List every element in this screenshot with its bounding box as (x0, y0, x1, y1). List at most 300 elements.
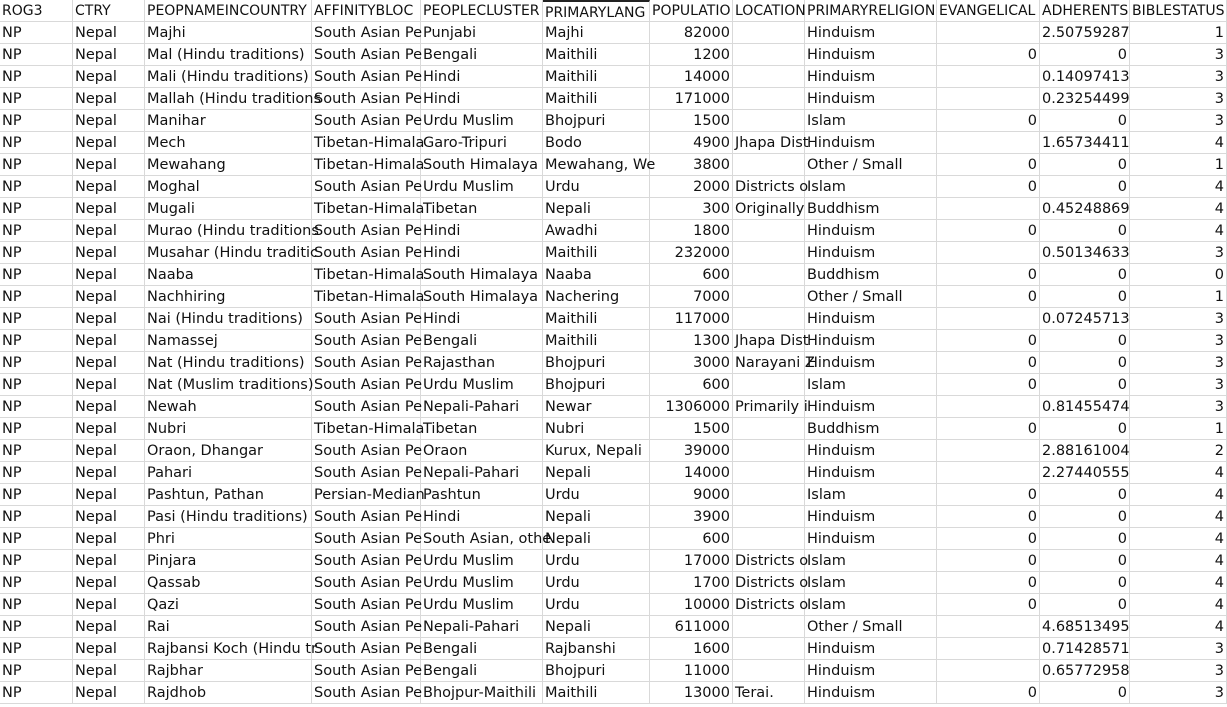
table-cell[interactable]: Qassab (145, 572, 312, 594)
table-cell[interactable]: 0 (937, 44, 1040, 66)
table-cell[interactable]: 14000 (650, 462, 733, 484)
table-cell[interactable]: 4 (1130, 132, 1227, 154)
table-cell[interactable]: 0 (937, 682, 1040, 704)
table-cell[interactable]: South Asian Pe (312, 682, 421, 704)
table-cell[interactable]: NP (0, 132, 73, 154)
table-cell[interactable]: Maithili (543, 88, 650, 110)
table-cell[interactable]: South Asian Pe (312, 506, 421, 528)
table-cell[interactable]: Hinduism (805, 396, 937, 418)
table-cell[interactable]: 2.27440555 (1040, 462, 1130, 484)
table-cell[interactable]: Buddhism (805, 198, 937, 220)
table-cell[interactable]: 1 (1130, 286, 1227, 308)
table-cell[interactable]: 1 (1130, 22, 1227, 44)
table-cell[interactable]: Bhojpuri (543, 110, 650, 132)
column-header[interactable]: ADHERENTS (1040, 0, 1130, 22)
table-cell[interactable]: Nepal (73, 220, 145, 242)
table-cell[interactable]: Nepal (73, 682, 145, 704)
table-cell[interactable]: 3 (1130, 396, 1227, 418)
table-cell[interactable]: 3 (1130, 330, 1227, 352)
table-cell[interactable]: NP (0, 352, 73, 374)
table-cell[interactable]: 17000 (650, 550, 733, 572)
table-cell[interactable]: Mewahang, We (543, 154, 650, 176)
table-cell[interactable]: 0 (1040, 506, 1130, 528)
table-cell[interactable]: Hinduism (805, 440, 937, 462)
table-cell[interactable]: Mali (Hindu traditions) (145, 66, 312, 88)
table-cell[interactable]: 1.65734411 (1040, 132, 1130, 154)
table-cell[interactable]: Other / Small (805, 286, 937, 308)
table-cell[interactable]: 0 (1040, 154, 1130, 176)
table-cell[interactable]: 9000 (650, 484, 733, 506)
table-cell[interactable]: Nepal (73, 242, 145, 264)
table-cell[interactable]: 0 (937, 154, 1040, 176)
table-cell[interactable]: Newah (145, 396, 312, 418)
table-cell[interactable]: Rai (145, 616, 312, 638)
table-cell[interactable]: 39000 (650, 440, 733, 462)
table-cell[interactable]: Buddhism (805, 264, 937, 286)
table-cell[interactable]: Bengali (421, 660, 543, 682)
table-cell[interactable]: NP (0, 198, 73, 220)
table-cell[interactable]: Bhojpuri (543, 352, 650, 374)
table-cell[interactable]: South Asian Pe (312, 550, 421, 572)
table-cell[interactable]: Hinduism (805, 22, 937, 44)
table-cell[interactable]: NP (0, 638, 73, 660)
table-cell[interactable]: 0 (937, 484, 1040, 506)
table-cell[interactable]: Urdu (543, 594, 650, 616)
table-cell[interactable] (937, 308, 1040, 330)
table-cell[interactable]: Hinduism (805, 638, 937, 660)
table-cell[interactable]: 13000 (650, 682, 733, 704)
table-cell[interactable] (733, 264, 805, 286)
table-cell[interactable]: NP (0, 44, 73, 66)
table-cell[interactable]: Bhojpuri (543, 374, 650, 396)
table-cell[interactable]: 3000 (650, 352, 733, 374)
table-cell[interactable]: 4 (1130, 616, 1227, 638)
table-cell[interactable] (937, 66, 1040, 88)
table-cell[interactable]: 0 (937, 330, 1040, 352)
table-cell[interactable]: NP (0, 154, 73, 176)
table-cell[interactable]: 0.14097413 (1040, 66, 1130, 88)
table-cell[interactable]: South Asian Pe (312, 660, 421, 682)
table-cell[interactable]: Tibetan-Himala (312, 198, 421, 220)
table-cell[interactable]: Nepal (73, 484, 145, 506)
table-cell[interactable]: South Asian Pe (312, 528, 421, 550)
table-cell[interactable]: 1 (1130, 418, 1227, 440)
table-cell[interactable] (937, 242, 1040, 264)
table-cell[interactable]: Nat (Muslim traditions) (145, 374, 312, 396)
table-cell[interactable] (937, 132, 1040, 154)
table-cell[interactable]: 600 (650, 374, 733, 396)
table-cell[interactable]: South Asian Pe (312, 88, 421, 110)
table-cell[interactable]: Naaba (543, 264, 650, 286)
table-cell[interactable]: 0.07245713 (1040, 308, 1130, 330)
table-cell[interactable]: 611000 (650, 616, 733, 638)
table-cell[interactable]: Nepal (73, 154, 145, 176)
table-cell[interactable]: South Asian Pe (312, 396, 421, 418)
table-cell[interactable]: 1306000 (650, 396, 733, 418)
table-cell[interactable]: Persian-Median (312, 484, 421, 506)
table-cell[interactable]: 232000 (650, 242, 733, 264)
table-cell[interactable]: Tibetan (421, 418, 543, 440)
table-cell[interactable]: Narayani Z (733, 352, 805, 374)
table-cell[interactable]: NP (0, 286, 73, 308)
table-cell[interactable] (733, 528, 805, 550)
table-cell[interactable]: 0 (1040, 484, 1130, 506)
table-cell[interactable]: Urdu (543, 550, 650, 572)
table-cell[interactable]: 1 (1130, 154, 1227, 176)
table-cell[interactable]: Primarily i (733, 396, 805, 418)
table-cell[interactable]: Nepali (543, 506, 650, 528)
table-cell[interactable]: Nepal (73, 374, 145, 396)
table-cell[interactable]: Kurux, Nepali (543, 440, 650, 462)
table-cell[interactable]: 0.45248869 (1040, 198, 1130, 220)
table-cell[interactable]: 4 (1130, 198, 1227, 220)
table-cell[interactable]: Tibetan-Himala (312, 286, 421, 308)
table-cell[interactable] (733, 154, 805, 176)
table-cell[interactable]: 0 (937, 594, 1040, 616)
table-cell[interactable]: Moghal (145, 176, 312, 198)
table-cell[interactable]: 0 (1040, 220, 1130, 242)
table-cell[interactable]: Nachering (543, 286, 650, 308)
table-cell[interactable]: Nai (Hindu traditions) (145, 308, 312, 330)
table-cell[interactable]: Nepal (73, 572, 145, 594)
table-cell[interactable]: Nepali (543, 198, 650, 220)
table-cell[interactable]: Nepali (543, 462, 650, 484)
table-cell[interactable]: Jhapa Dist (733, 132, 805, 154)
table-cell[interactable]: South Asian Pe (312, 220, 421, 242)
table-cell[interactable]: Tibetan-Himala (312, 154, 421, 176)
table-cell[interactable]: 3 (1130, 44, 1227, 66)
table-cell[interactable]: Manihar (145, 110, 312, 132)
table-cell[interactable] (733, 462, 805, 484)
table-cell[interactable]: Nepal (73, 132, 145, 154)
table-cell[interactable]: 3 (1130, 308, 1227, 330)
table-cell[interactable]: Hinduism (805, 88, 937, 110)
table-cell[interactable]: Pashtun, Pathan (145, 484, 312, 506)
table-cell[interactable]: 2.88161004 (1040, 440, 1130, 462)
table-cell[interactable]: 4.68513495 (1040, 616, 1130, 638)
table-cell[interactable]: 1200 (650, 44, 733, 66)
table-cell[interactable]: South Asian Pe (312, 242, 421, 264)
table-cell[interactable]: Awadhi (543, 220, 650, 242)
table-cell[interactable]: South Asian Pe (312, 66, 421, 88)
column-header[interactable]: EVANGELICAL (937, 0, 1040, 22)
table-cell[interactable]: NP (0, 440, 73, 462)
table-cell[interactable]: Hindi (421, 506, 543, 528)
table-cell[interactable]: Hinduism (805, 44, 937, 66)
table-cell[interactable]: South Asian Pe (312, 462, 421, 484)
table-cell[interactable]: Hinduism (805, 242, 937, 264)
table-cell[interactable]: Mugali (145, 198, 312, 220)
table-cell[interactable]: Garo-Tripuri (421, 132, 543, 154)
table-cell[interactable]: Other / Small (805, 154, 937, 176)
table-cell[interactable]: Hindi (421, 220, 543, 242)
table-cell[interactable]: 0 (1040, 374, 1130, 396)
table-cell[interactable]: NP (0, 264, 73, 286)
table-cell[interactable]: Phri (145, 528, 312, 550)
table-cell[interactable]: Terai. (733, 682, 805, 704)
table-cell[interactable] (733, 66, 805, 88)
table-cell[interactable] (937, 638, 1040, 660)
table-cell[interactable]: Bhojpuri (543, 660, 650, 682)
table-cell[interactable]: Bodo (543, 132, 650, 154)
table-cell[interactable] (733, 88, 805, 110)
table-cell[interactable]: Nepal (73, 352, 145, 374)
table-cell[interactable]: 0 (1040, 594, 1130, 616)
table-cell[interactable]: Districts o (733, 594, 805, 616)
table-cell[interactable] (733, 308, 805, 330)
table-cell[interactable]: 0.81455474 (1040, 396, 1130, 418)
table-cell[interactable]: 4 (1130, 220, 1227, 242)
table-cell[interactable]: Originally (733, 198, 805, 220)
table-cell[interactable]: 4 (1130, 550, 1227, 572)
table-cell[interactable]: Tibetan-Himala (312, 132, 421, 154)
table-cell[interactable]: Hinduism (805, 682, 937, 704)
table-cell[interactable]: Rajdhob (145, 682, 312, 704)
table-cell[interactable]: 1600 (650, 638, 733, 660)
table-cell[interactable]: 0 (1040, 264, 1130, 286)
table-cell[interactable]: South Asian Pe (312, 330, 421, 352)
table-cell[interactable]: 0 (1040, 418, 1130, 440)
table-cell[interactable]: 0 (1130, 264, 1227, 286)
table-cell[interactable]: Urdu (543, 572, 650, 594)
table-cell[interactable]: Nepal (73, 22, 145, 44)
table-cell[interactable]: Hinduism (805, 220, 937, 242)
table-cell[interactable]: 4 (1130, 484, 1227, 506)
column-header[interactable]: ROG3 (0, 0, 73, 22)
table-cell[interactable]: Nepal (73, 616, 145, 638)
table-cell[interactable]: Nepal (73, 440, 145, 462)
table-cell[interactable]: Nepal (73, 330, 145, 352)
table-cell[interactable]: Urdu Muslim (421, 550, 543, 572)
table-cell[interactable]: 0 (937, 418, 1040, 440)
table-cell[interactable]: Urdu (543, 484, 650, 506)
table-cell[interactable]: 0 (937, 572, 1040, 594)
table-cell[interactable]: Islam (805, 594, 937, 616)
table-cell[interactable]: Maithili (543, 66, 650, 88)
table-cell[interactable]: NP (0, 506, 73, 528)
table-cell[interactable]: 3 (1130, 352, 1227, 374)
table-cell[interactable]: Oraon (421, 440, 543, 462)
table-cell[interactable]: Nepal (73, 396, 145, 418)
table-cell[interactable]: South Himalaya (421, 154, 543, 176)
table-cell[interactable]: Mewahang (145, 154, 312, 176)
table-cell[interactable]: Nepal (73, 638, 145, 660)
table-cell[interactable] (937, 198, 1040, 220)
table-cell[interactable]: Musahar (Hindu traditic (145, 242, 312, 264)
table-cell[interactable]: NP (0, 572, 73, 594)
table-cell[interactable] (733, 286, 805, 308)
table-cell[interactable]: Nepal (73, 550, 145, 572)
table-cell[interactable]: Maithili (543, 330, 650, 352)
table-cell[interactable] (937, 660, 1040, 682)
table-cell[interactable]: Pinjara (145, 550, 312, 572)
table-cell[interactable]: Nat (Hindu traditions) (145, 352, 312, 374)
table-cell[interactable] (937, 88, 1040, 110)
table-cell[interactable]: 0 (1040, 682, 1130, 704)
table-cell[interactable]: Qazi (145, 594, 312, 616)
table-cell[interactable]: 0 (1040, 176, 1130, 198)
table-cell[interactable]: Nepal (73, 66, 145, 88)
table-cell[interactable]: 14000 (650, 66, 733, 88)
table-cell[interactable]: Pasi (Hindu traditions) (145, 506, 312, 528)
table-cell[interactable]: 0 (937, 110, 1040, 132)
table-cell[interactable]: South Asian Pe (312, 352, 421, 374)
table-cell[interactable]: Rajbanshi (543, 638, 650, 660)
table-cell[interactable]: Majhi (145, 22, 312, 44)
table-cell[interactable]: Districts o (733, 176, 805, 198)
table-cell[interactable]: South Himalaya (421, 286, 543, 308)
table-cell[interactable]: Nepal (73, 660, 145, 682)
table-cell[interactable]: 82000 (650, 22, 733, 44)
table-cell[interactable]: Bengali (421, 330, 543, 352)
table-cell[interactable] (733, 616, 805, 638)
table-cell[interactable] (733, 242, 805, 264)
table-cell[interactable]: Rajbhar (145, 660, 312, 682)
table-cell[interactable]: 0 (937, 374, 1040, 396)
table-cell[interactable] (733, 440, 805, 462)
table-cell[interactable]: South Asian Pe (312, 594, 421, 616)
table-cell[interactable]: Districts o (733, 550, 805, 572)
table-cell[interactable]: Nepal (73, 176, 145, 198)
table-cell[interactable]: Other / Small (805, 616, 937, 638)
table-cell[interactable]: 0 (1040, 44, 1130, 66)
table-cell[interactable]: 1500 (650, 418, 733, 440)
table-cell[interactable]: NP (0, 660, 73, 682)
table-cell[interactable]: 3 (1130, 660, 1227, 682)
table-cell[interactable]: Tibetan-Himala (312, 264, 421, 286)
table-cell[interactable]: 0 (1040, 110, 1130, 132)
table-cell[interactable]: NP (0, 528, 73, 550)
table-cell[interactable]: Nepali-Pahari (421, 396, 543, 418)
table-cell[interactable]: 0 (1040, 528, 1130, 550)
table-cell[interactable]: Urdu Muslim (421, 176, 543, 198)
table-cell[interactable]: Newar (543, 396, 650, 418)
table-cell[interactable]: Bengali (421, 44, 543, 66)
table-cell[interactable]: Pashtun (421, 484, 543, 506)
table-cell[interactable]: Buddhism (805, 418, 937, 440)
table-cell[interactable]: Mech (145, 132, 312, 154)
table-cell[interactable]: 0 (937, 220, 1040, 242)
table-cell[interactable]: South Asian, othe (421, 528, 543, 550)
table-cell[interactable]: 4 (1130, 176, 1227, 198)
table-cell[interactable]: Islam (805, 176, 937, 198)
table-cell[interactable]: Hindi (421, 88, 543, 110)
table-cell[interactable]: 117000 (650, 308, 733, 330)
table-cell[interactable]: Nepal (73, 110, 145, 132)
table-cell[interactable] (733, 22, 805, 44)
table-cell[interactable] (733, 110, 805, 132)
table-cell[interactable]: Nepal (73, 418, 145, 440)
table-cell[interactable]: 3 (1130, 638, 1227, 660)
table-cell[interactable]: 600 (650, 528, 733, 550)
table-cell[interactable]: NP (0, 308, 73, 330)
table-cell[interactable] (937, 396, 1040, 418)
column-header[interactable]: PRIMARYRELIGION (805, 0, 937, 22)
table-cell[interactable]: Hinduism (805, 660, 937, 682)
table-cell[interactable]: Tibetan (421, 198, 543, 220)
table-cell[interactable]: Hinduism (805, 352, 937, 374)
table-cell[interactable] (937, 616, 1040, 638)
column-header[interactable]: PRIMARYLANG (543, 0, 650, 22)
table-cell[interactable]: Maithili (543, 308, 650, 330)
table-cell[interactable]: South Asian Pe (312, 572, 421, 594)
column-header[interactable]: POPULATIO (650, 0, 733, 22)
table-cell[interactable]: NP (0, 418, 73, 440)
table-cell[interactable]: Urdu Muslim (421, 374, 543, 396)
table-cell[interactable]: Oraon, Dhangar (145, 440, 312, 462)
table-cell[interactable]: Namassej (145, 330, 312, 352)
table-cell[interactable] (733, 374, 805, 396)
table-cell[interactable]: Islam (805, 550, 937, 572)
table-cell[interactable]: 0 (937, 506, 1040, 528)
table-cell[interactable]: Hinduism (805, 506, 937, 528)
table-cell[interactable]: 2.50759287 (1040, 22, 1130, 44)
table-cell[interactable]: Pahari (145, 462, 312, 484)
table-cell[interactable]: Nepal (73, 88, 145, 110)
table-cell[interactable]: Hinduism (805, 66, 937, 88)
table-cell[interactable]: Hinduism (805, 308, 937, 330)
table-cell[interactable]: Jhapa Dist (733, 330, 805, 352)
table-cell[interactable]: 7000 (650, 286, 733, 308)
table-cell[interactable]: 3 (1130, 242, 1227, 264)
table-cell[interactable]: Nubri (145, 418, 312, 440)
table-cell[interactable]: Mal (Hindu traditions) (145, 44, 312, 66)
table-cell[interactable]: 4 (1130, 572, 1227, 594)
table-cell[interactable]: 2000 (650, 176, 733, 198)
table-cell[interactable]: 3900 (650, 506, 733, 528)
table-cell[interactable]: NP (0, 550, 73, 572)
table-cell[interactable] (733, 44, 805, 66)
table-cell[interactable]: 1700 (650, 572, 733, 594)
table-cell[interactable]: 0.65772958 (1040, 660, 1130, 682)
table-cell[interactable]: 3800 (650, 154, 733, 176)
table-cell[interactable] (733, 638, 805, 660)
table-cell[interactable]: 4 (1130, 594, 1227, 616)
table-cell[interactable]: Nepal (73, 506, 145, 528)
table-cell[interactable]: Nepal (73, 44, 145, 66)
table-cell[interactable]: 4 (1130, 462, 1227, 484)
table-cell[interactable]: 0 (1040, 550, 1130, 572)
table-cell[interactable]: NP (0, 396, 73, 418)
table-cell[interactable]: Hindi (421, 242, 543, 264)
table-cell[interactable]: Islam (805, 484, 937, 506)
table-cell[interactable] (733, 484, 805, 506)
table-cell[interactable]: Punjabi (421, 22, 543, 44)
table-cell[interactable]: 3 (1130, 66, 1227, 88)
table-cell[interactable]: Nepali (543, 528, 650, 550)
table-cell[interactable]: NP (0, 176, 73, 198)
table-cell[interactable]: 4 (1130, 506, 1227, 528)
table-cell[interactable]: 11000 (650, 660, 733, 682)
table-cell[interactable]: 0.71428571 (1040, 638, 1130, 660)
table-cell[interactable] (937, 440, 1040, 462)
table-cell[interactable]: Bhojpur-Maithili (421, 682, 543, 704)
table-cell[interactable]: 600 (650, 264, 733, 286)
table-cell[interactable]: 171000 (650, 88, 733, 110)
table-cell[interactable]: NP (0, 462, 73, 484)
table-cell[interactable]: 1800 (650, 220, 733, 242)
table-cell[interactable]: Nepal (73, 594, 145, 616)
table-cell[interactable]: Hinduism (805, 330, 937, 352)
table-cell[interactable]: 3 (1130, 110, 1227, 132)
table-cell[interactable]: 1300 (650, 330, 733, 352)
table-cell[interactable]: South Asian Pe (312, 176, 421, 198)
table-cell[interactable]: NP (0, 374, 73, 396)
table-cell[interactable]: Nepal (73, 462, 145, 484)
table-cell[interactable]: NP (0, 330, 73, 352)
table-cell[interactable]: Nepali-Pahari (421, 462, 543, 484)
table-cell[interactable]: South Asian Pe (312, 308, 421, 330)
